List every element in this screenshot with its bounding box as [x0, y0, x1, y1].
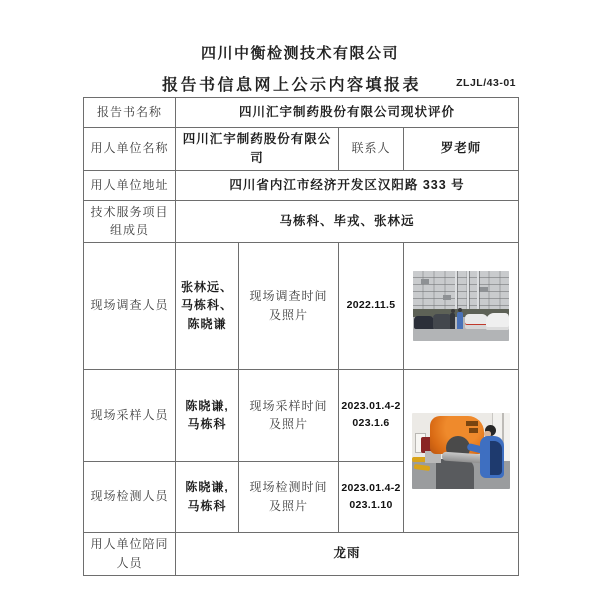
dark-equipment [436, 459, 474, 489]
facade-panel [421, 279, 429, 284]
employer-name-label: 用人单位名称 [84, 128, 176, 171]
row-report-name [84, 98, 519, 128]
site-survey-time: 2022.11.5 [339, 242, 404, 369]
site-detection-time-label: 现场检测时间及照片 [239, 461, 339, 532]
report-name-label: 报告书名称 [84, 98, 176, 128]
boiler-vent [466, 421, 478, 426]
project-team-value: 马栋科、毕戎、张林远 [176, 200, 519, 242]
person-dark-jacket [450, 313, 455, 329]
employer-address-label: 用人单位地址 [84, 170, 176, 200]
escort-value: 龙雨 [176, 532, 519, 575]
row-escort [84, 532, 519, 575]
glass-building-facade [413, 271, 509, 313]
form-code: ZLJL/43-01 [456, 77, 516, 89]
facade-panel [443, 295, 451, 300]
site-sampling-personnel: 陈晓谦,马栋科 [176, 369, 239, 461]
site-survey-time-label: 现场调查时间及照片 [239, 242, 339, 369]
row-site-sampling [84, 369, 519, 461]
contact-name-value: 罗老师 [404, 128, 519, 171]
survey-site-photo [413, 271, 509, 341]
person-blue-jacket [457, 312, 463, 329]
site-survey-personnel: 张林远、马栋科、陈晓谦 [176, 242, 239, 369]
contact-label: 联系人 [339, 128, 404, 171]
person-head [451, 309, 455, 313]
site-survey-photo-cell [404, 242, 519, 369]
dark-sedan [414, 316, 435, 329]
site-detection-personnel: 陈晓谦,马栋科 [176, 461, 239, 532]
site-sampling-label: 现场采样人员 [84, 369, 176, 461]
project-team-label: 技术服务项目组成员 [84, 200, 176, 242]
report-info-table [83, 97, 519, 576]
jacket-dark-panel [490, 441, 502, 475]
sampling-site-photo [412, 413, 510, 489]
site-sampling-time: 2023.01.4-2023.1.6 [339, 369, 404, 461]
employer-name-value: 四川汇宇制药股份有限公司 [176, 128, 339, 171]
site-detection-label: 现场检测人员 [84, 461, 176, 532]
site-detection-time: 2023.01.4-2023.1.10 [339, 461, 404, 532]
technician-blue-jacket [478, 425, 508, 483]
row-employer-address [84, 170, 519, 200]
company-title: 四川中衡检测技术有限公司 [200, 45, 399, 62]
form-title-row [83, 72, 518, 92]
employer-address-value: 四川省内江市经济开发区汉阳路 333 号 [176, 170, 519, 200]
pavement [413, 329, 509, 341]
white-car-red-stripe [465, 314, 488, 329]
site-sampling-time-label: 现场采样时间及照片 [239, 369, 339, 461]
person-head [458, 308, 462, 312]
boiler-vent [469, 428, 478, 433]
row-employer-name [84, 128, 519, 171]
escort-label: 用人单位陪同人员 [84, 532, 176, 575]
row-site-survey [84, 242, 519, 369]
site-sampling-photo-cell [404, 369, 519, 532]
row-project-team [84, 200, 519, 242]
facade-panel [479, 287, 488, 292]
site-survey-label: 现场调查人员 [84, 242, 176, 369]
report-name-value: 四川汇宇制药股份有限公司现状评价 [176, 98, 519, 128]
white-car [486, 313, 509, 330]
form-title: 报告书信息网上公示内容填报表 [161, 77, 421, 94]
